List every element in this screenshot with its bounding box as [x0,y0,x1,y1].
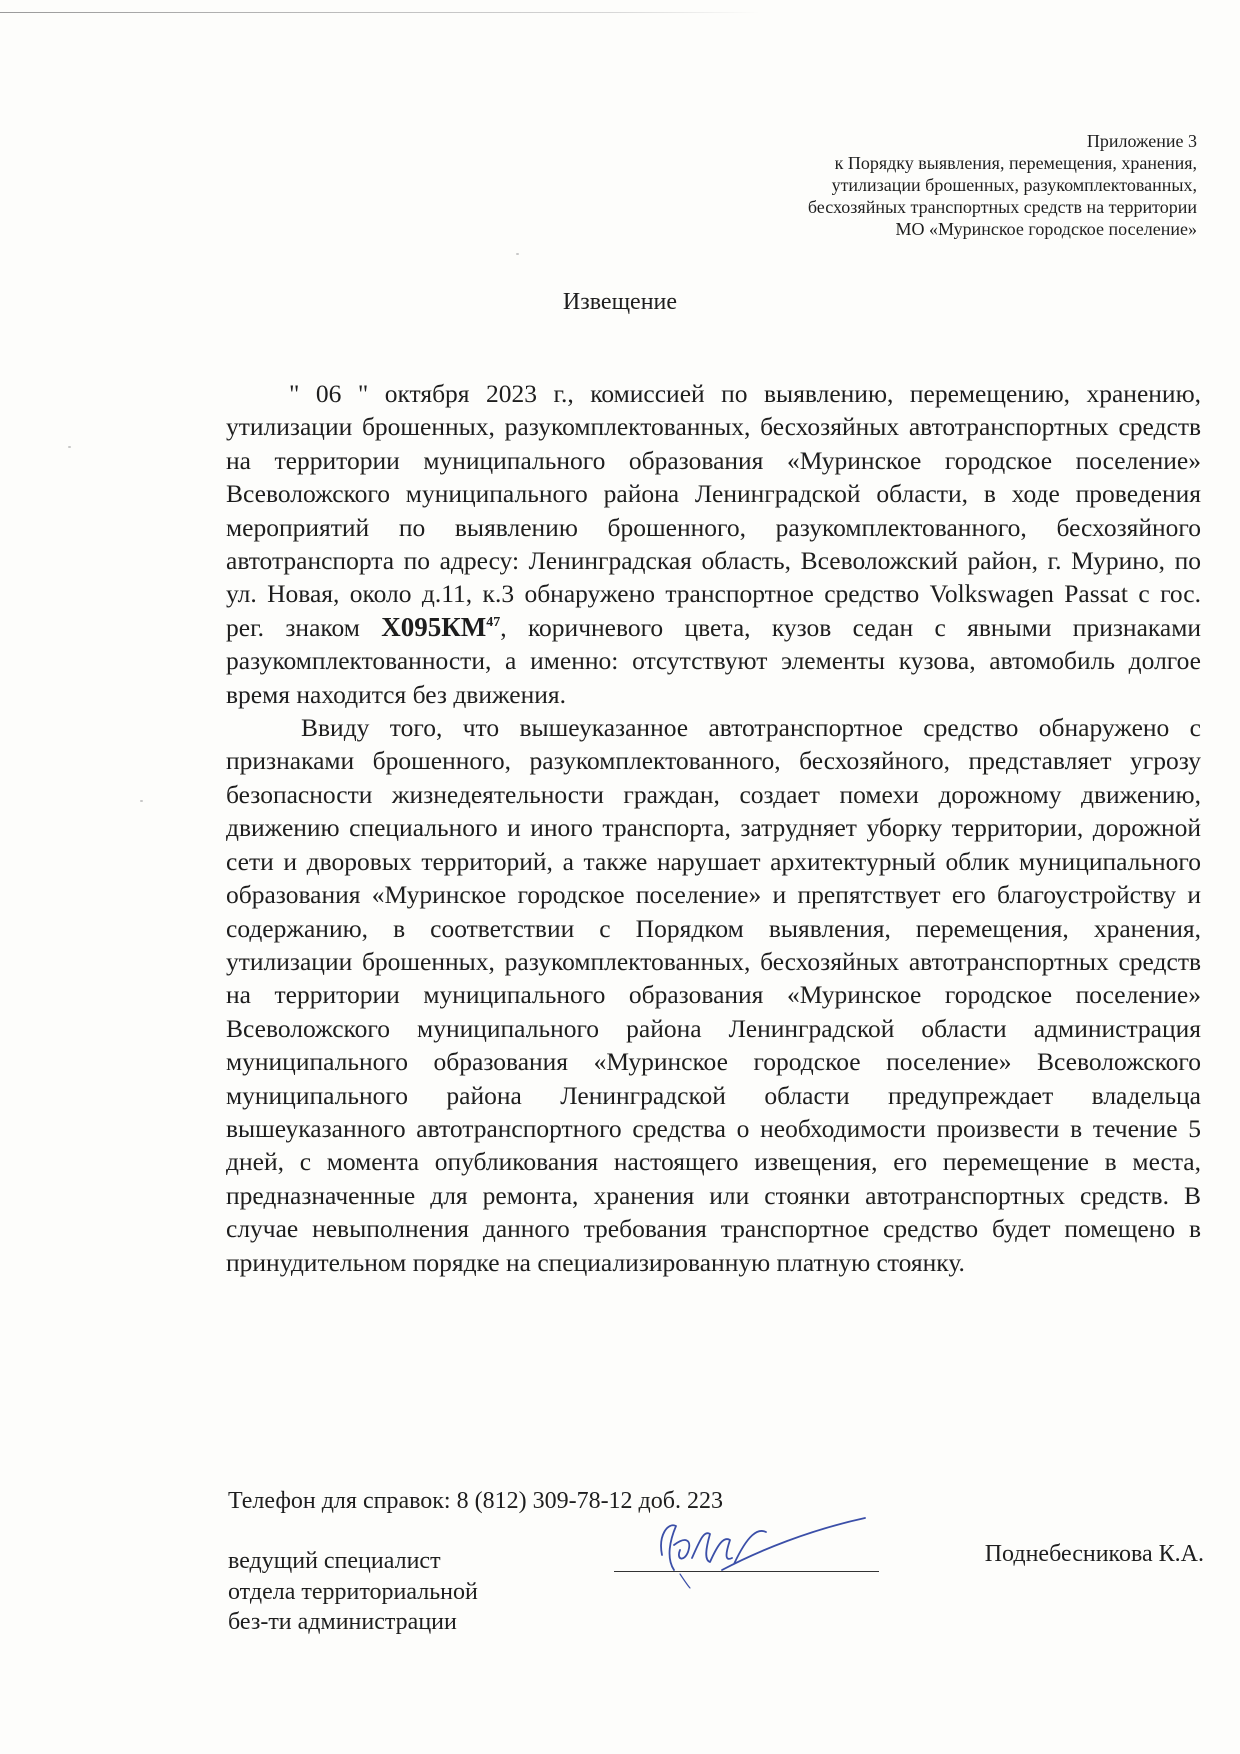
attachment-line: Приложение 3 [1086,131,1197,151]
license-plate-region: 47 [486,614,501,630]
signer-position-line: без-ти администрации [228,1609,457,1635]
scan-speck [516,253,519,255]
attachment-line: к Порядку выявления, перемещения, хранения, [834,153,1197,173]
signer-position [228,1546,478,1638]
scan-edge-line [0,12,760,13]
paragraph-1-text: " 06 " октября 2023 г., комиссией по выявлению, перемещению, хранению, утилизации брошенных, разукомплектованных, бесхозяйных автотранспортных средств на территории муниципального образования «Муринское городское поселение» Всеволожского муниципального района Ленинградской области, в ходе проведения мероприятий по выявлению брошенного, разукомплектованного, бесхозяйного автотранспорта по адресу: Ленинградская область, Всеволожский район, г. Мурино, по ул. Новая, около д.11, к.3 обнаружено транспортное средство Volkswagen Passat с гос. рег. знаком [226,379,1201,642]
attachment-line: бесхозяйных транспортных средств на территории [807,197,1197,217]
signer-name: Поднебесникова К.А. [984,1541,1204,1567]
attachment-line: МО «Муринское городское поселение» [895,219,1197,239]
paragraph-1-text-end: , коричневого цвета, кузов седан с явными признаками разукомплектованности, а именно: отсутствуют элементы кузова, автомобиль долгое время находится без движения. [226,612,1201,709]
attachment-reference [597,130,1197,240]
scan-speck [68,446,71,448]
signature-line [614,1571,879,1572]
signer-position-line: отдела территориальной [228,1578,478,1605]
signer-position-line: ведущий специалист [228,1548,441,1574]
document-title: Извещение [562,289,678,315]
handwritten-signature [640,1500,880,1590]
document-title-wrap [0,287,1240,317]
notice-body [226,377,1201,1279]
notice-paragraph-1 [226,377,1201,711]
contact-phone: Телефон для справок: 8 (812) 309-78-12 доб. 223 [228,1488,723,1514]
license-plate [381,612,500,642]
notice-paragraph-2: Ввиду того, что вышеуказанное автотранспортное средство обнаружено с признаками брошенного, разукомплектованного, бесхозяйного, представляет угрозу безопасности жизнедеятельности граждан, создает помехи дорожному движению, движению специального и иного транспорта, затрудняет уборку территории, дорожной сети и дворовых территорий, а также нарушает архитектурный облик муниципального образования «Муринское городское поселение» и препятствует его благоустройству и содержанию, в соответствии с Порядком выявления, перемещения, хранения, утилизации брошенных, разукомплектованных, бесхозяйных автотранспортных средств на территории муниципального образования «Муринское городское поселение» Всеволожского муниципального района Ленинградской области администрация муниципального образования «Муринское городское поселение» Всеволожского муниципального района Ленинградской области предупреждает владельца вышеуказанного автотранспортного средства о необходимости произвести в течение 5 дней, с момента опубликования настоящего извещения, его перемещение в места, предназначенные для ремонта, хранения или стоянки автотранспортных средств. В случае невыполнения данного требования транспортное средство будет помещено в принудительном порядке на специализированную платную стоянку. [226,713,1201,1277]
scan-speck [140,800,143,802]
attachment-line: утилизации брошенных, разукомплектованных, [831,175,1197,195]
license-plate-number: Х095КМ [381,611,487,642]
